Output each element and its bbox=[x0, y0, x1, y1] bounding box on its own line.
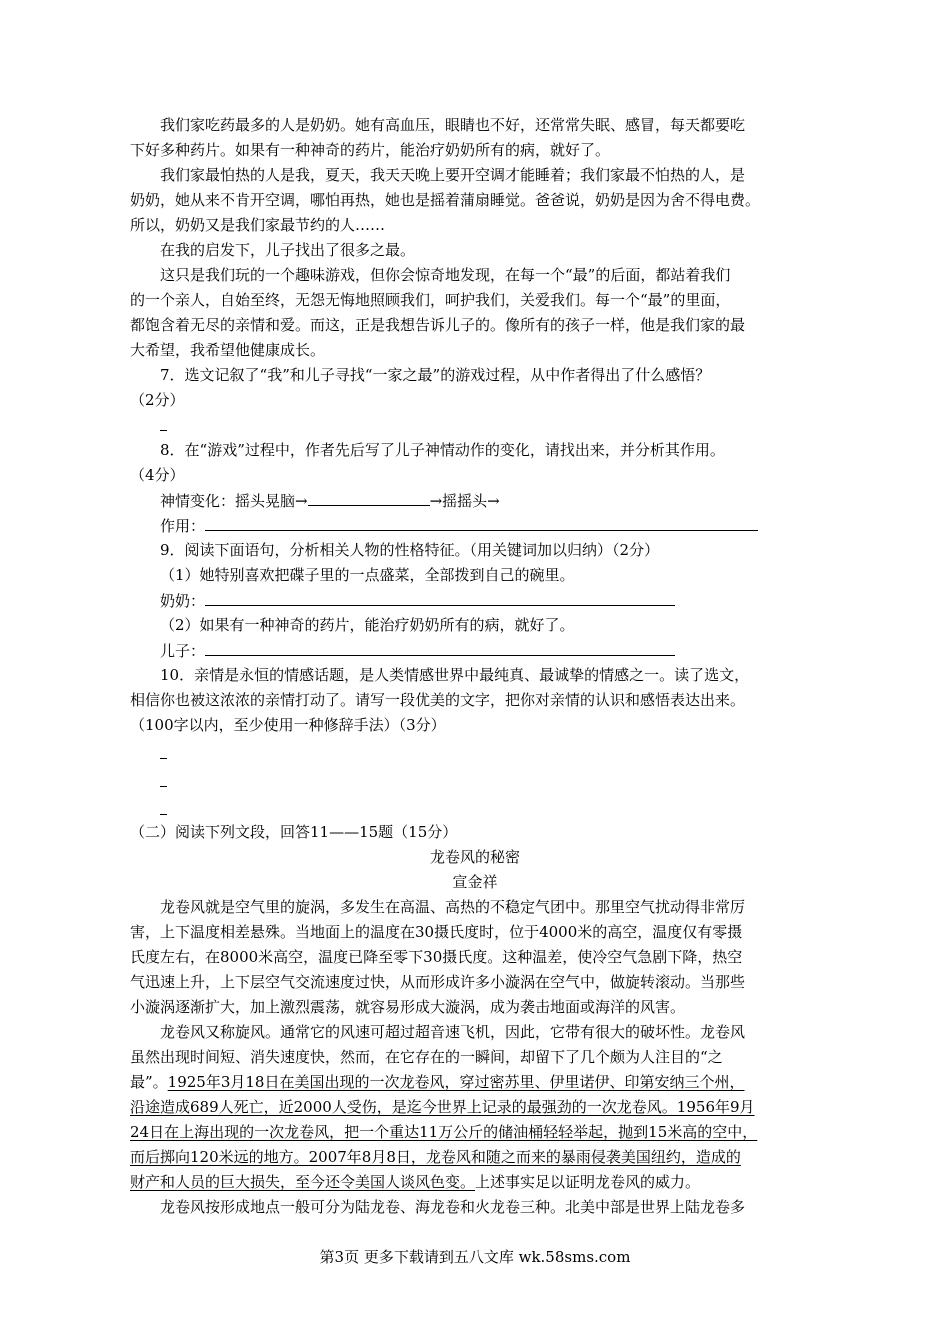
q9-2-blank[interactable] bbox=[205, 641, 675, 656]
p4-line2: 的一个亲人，自始至终，无怨无悔地照顾我们，呵护我们，关爱我们。每一个“最”的里面， bbox=[130, 291, 731, 309]
q9-2-label: 儿子： bbox=[160, 642, 206, 660]
q7-line1: 7．选文记叙了“我”和儿子寻找“一家之最”的游戏过程，从中作者得出了什么感悟？ bbox=[160, 366, 711, 384]
q9-stem: 9．阅读下面语句，分析相关人物的性格特征。（用关键词加以归纳）（2分） bbox=[160, 541, 660, 559]
p2-line2: 奶奶，她从来不肯开空调，哪怕再热，她也是摇着蒲扇睡觉。爸爸说，奶奶是因为舍不得电费。 bbox=[130, 191, 761, 209]
s2-p2-underlined-4: 而后掷向120米远的地方。2007年8月8日，龙卷风和随之而来的暴雨侵袭美国纽约，造成的 bbox=[130, 1148, 741, 1166]
page-footer: 第3页 更多下载请到五八文库 wk.58sms.com bbox=[319, 1248, 631, 1266]
s2-p2-line7-post: 上述事实足以证明龙卷风的威力。 bbox=[475, 1173, 701, 1191]
s2-p2-underlined-5: 财产和人员的巨大损失，至今还令美国人谈风色变。 bbox=[130, 1173, 476, 1191]
q10-answer-line-1[interactable] bbox=[160, 758, 167, 759]
q9-2-sentence: （2）如果有一种神奇的药片，能治疗奶奶所有的病，就好了。 bbox=[160, 616, 575, 634]
s2-p1-line2: 害，上下温度相差悬殊。当地面上的温度在30摄氏度时，位于4000米的高空，温度仅有零摄 bbox=[130, 923, 743, 941]
q8-change-mid: →摇摇头→ bbox=[429, 492, 500, 510]
q10-line1: 10．亲情是永恒的情感话题，是人类情感世界中最纯真、最诚挚的情感之一。读了选文， bbox=[160, 666, 750, 684]
q10-line3: （100字以内，至少使用一种修辞手法）（3分） bbox=[130, 716, 446, 734]
q9-1-blank[interactable] bbox=[205, 591, 675, 606]
s2-p2-line7 bbox=[130, 1173, 700, 1191]
q9-1-row bbox=[160, 591, 675, 610]
q9-2-row bbox=[160, 641, 675, 660]
q8-change-row bbox=[160, 491, 500, 510]
p4-line1: 这只是我们玩的一个趣味游戏，但你会惊奇地发现，在每一个“最”的后面，都站着我们 bbox=[160, 266, 731, 284]
s2-p2-line3 bbox=[130, 1073, 744, 1091]
q10-answer-line-3[interactable] bbox=[160, 814, 167, 815]
p1-line1: 我们家吃药最多的人是奶奶。她有高血压，眼睛也不好，还常常失眠、感冒，每天都要吃 bbox=[160, 116, 746, 134]
s2-p2-underlined-2: 沿途造成689人死亡，近2000人受伤，是迄今世界上记录的最强劲的一次龙卷风。1956年9月 bbox=[130, 1098, 755, 1116]
q8-effect-row bbox=[160, 516, 758, 535]
p1-line2: 下好多种药片。如果有一种神奇的药片，能治疗奶奶所有的病，就好了。 bbox=[130, 141, 611, 159]
q8-change-blank[interactable] bbox=[308, 491, 430, 506]
q8-line2: （4分） bbox=[130, 466, 185, 484]
q7-line2: （2分） bbox=[130, 391, 185, 409]
q9-1-label: 奶奶： bbox=[160, 592, 206, 610]
s2-p2-underlined-3: 24日在上海出现的一次龙卷风，把一个重达11万公斤的储油桶轻轻举起，抛到15米高的空中， bbox=[130, 1123, 758, 1141]
q10-answer-line-2[interactable] bbox=[160, 786, 167, 787]
p4-line4: 大希望，我希望他健康成长。 bbox=[130, 341, 326, 359]
q8-effect-label: 作用： bbox=[160, 517, 206, 535]
section2-heading: （二）阅读下列文段，回答11——15题（15分） bbox=[130, 823, 458, 841]
q8-line1: 8．在“游戏”过程中，作者先后写了儿子神情动作的变化，请找出来，并分析其作用。 bbox=[160, 441, 725, 459]
s2-p2-line3-pre: 最”。 bbox=[130, 1073, 168, 1091]
s2-p1-line5: 小漩涡逐渐扩大，加上激烈震荡，就容易形成大漩涡，成为袭击地面或海洋的风害。 bbox=[130, 998, 686, 1016]
q10-line2: 相信你也被这浓浓的亲情打动了。请写一段优美的文字，把你对亲情的认识和感悟表达出来。 bbox=[130, 691, 746, 709]
article-title: 龙卷风的秘密 bbox=[429, 848, 520, 866]
s2-p1-line3: 氏度左右，在8000米高空，温度已降至零下30摄氏度。这种温差，使冷空气急剧下降，热空 bbox=[130, 948, 743, 966]
p2-line3: 所以，奶奶又是我们家最节约的人…… bbox=[130, 216, 386, 234]
p3-line1: 在我的启发下，儿子找出了很多之最。 bbox=[160, 241, 416, 259]
article-author: 宣金祥 bbox=[452, 873, 498, 891]
s2-p3-line1: 龙卷风按形成地点一般可分为陆龙卷、海龙卷和火龙卷三种。北美中部是世界上陆龙卷多 bbox=[160, 1198, 746, 1216]
s2-p2-underlined-1: 1925年3月18日在美国出现的一次龙卷风，穿过密苏里、伊里诺伊、印第安纳三个州， bbox=[167, 1073, 745, 1091]
p2-line1: 我们家最怕热的人是我，夏天，我天天晚上要开空调才能睡着；我们家最不怕热的人，是 bbox=[160, 166, 746, 184]
s2-p2-line1: 龙卷风又称旋风。通常它的风速可超过超音速飞机，因此，它带有很大的破坏性。龙卷风 bbox=[160, 1023, 746, 1041]
s2-p1-line4: 气迅速上升，上下层空气交流速度过快，从而形成许多小漩涡在空气中，做旋转滚动。当那些 bbox=[130, 973, 746, 991]
q8-change-prefix: 神情变化：摇头晃脑→ bbox=[160, 492, 308, 510]
q9-1-sentence: （1）她特别喜欢把碟子里的一点盛菜，全部拨到自己的碗里。 bbox=[160, 566, 575, 584]
q8-effect-blank[interactable] bbox=[205, 516, 758, 531]
p4-line3: 都饱含着无尽的亲情和爱。而这，正是我想告诉儿子的。像所有的孩子一样，他是我们家的最 bbox=[130, 316, 746, 334]
q7-answer-line[interactable] bbox=[160, 430, 167, 431]
s2-p1-line1: 龙卷风就是空气里的旋涡，多发生在高温、高热的不稳定气团中。那里空气扰动得非常厉 bbox=[160, 898, 746, 916]
s2-p2-line2: 虽然出现时间短、消失速度快，然而，在它存在的一瞬间，却留下了几个颇为人注目的“之 bbox=[130, 1048, 723, 1066]
